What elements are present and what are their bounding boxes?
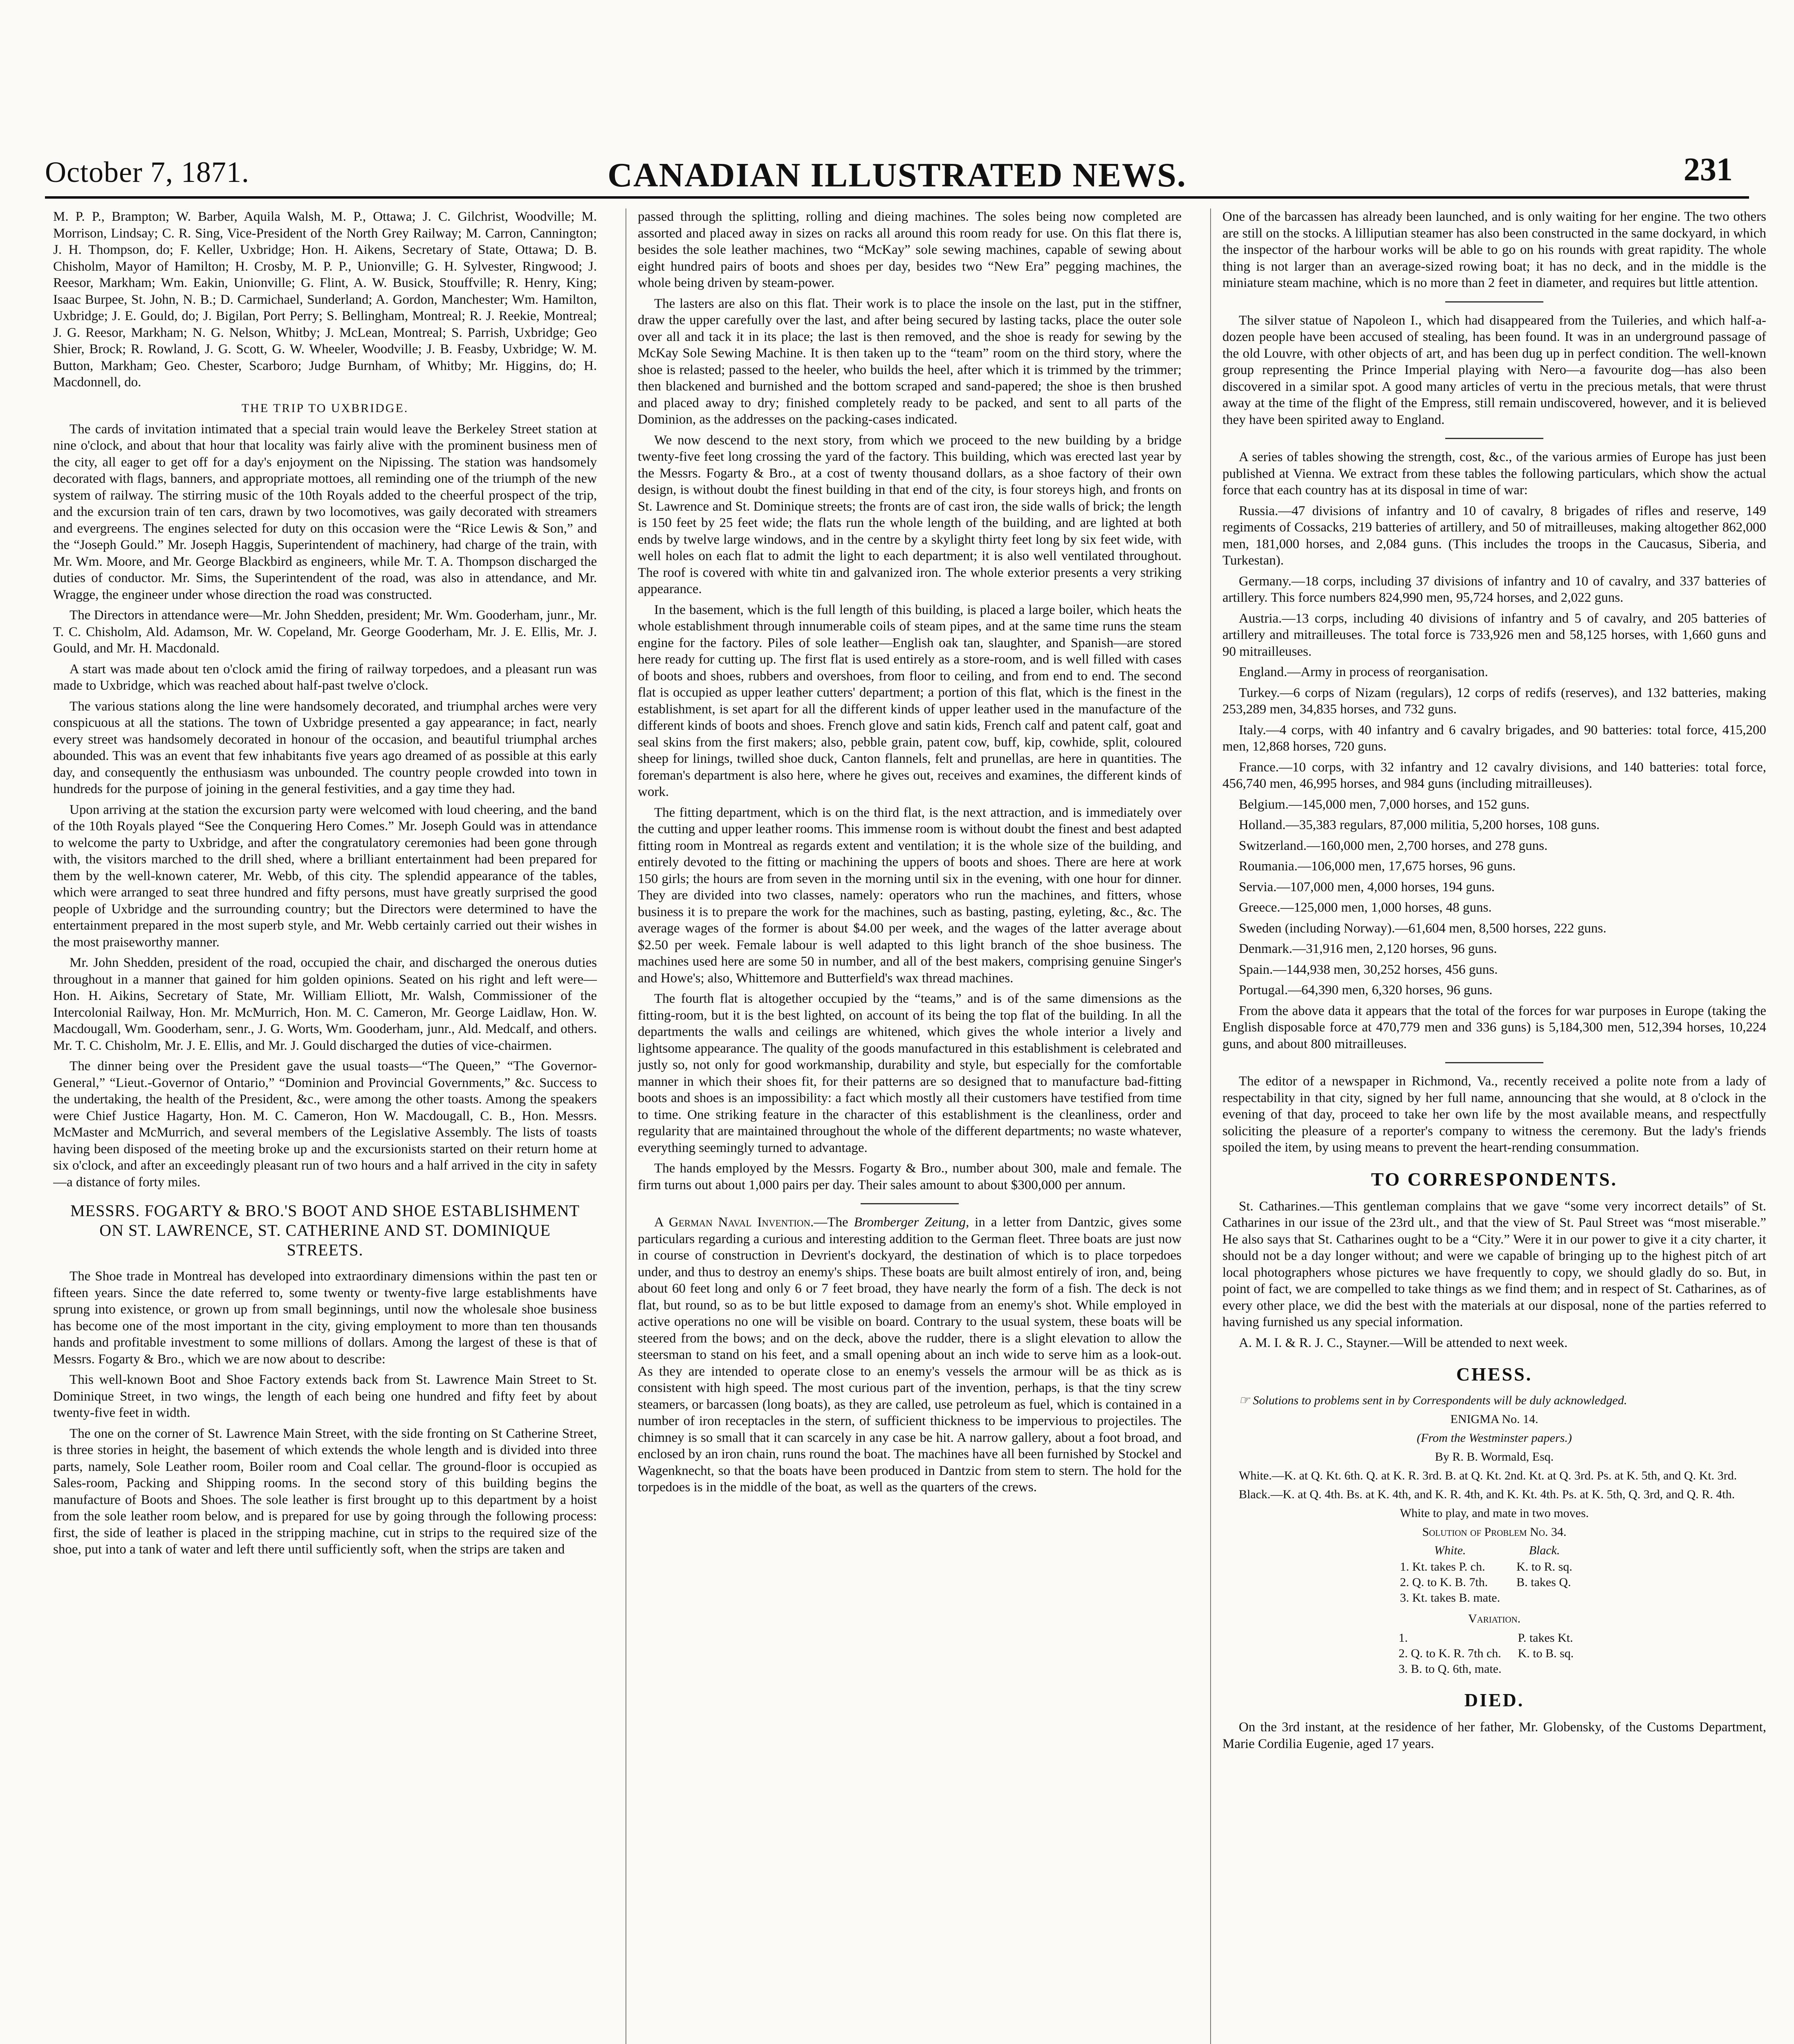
paragraph: passed through the splitting, rolling and dieing machines. The soles being now completed are assorted and placed away in sizes on racks all around this room ready for use. On this flat there is, besides the sole leather machines, two “McKay” sole sewing machines, capable of sewing about eight hundred pairs of boots and shoes per day, besides two “New Era” pegging machines, the whole being driven by steam-power.: [638, 209, 1182, 290]
column-header: White.: [1434, 1544, 1466, 1557]
white-position: White.—K. at Q. Kt. 6th. Q. at K. R. 3rd. B. at Q. Kt. 2nd. Kt. at Q. 3rd. Ps. at K. 5th, and Q. Kt. 3rd.: [1239, 1469, 1737, 1482]
section-heading: CHESS.: [1456, 1364, 1533, 1385]
section-heading: TO CORRESPONDENTS.: [1371, 1168, 1618, 1190]
paragraph: The hands employed by the Messrs. Fogarty & Bro., number about 300, male and female. The firm turns out about 1,000 pairs per day. Their sales amount to about $300,000 per annum.: [638, 1161, 1182, 1192]
army-entry: Italy.—4 corps, with 40 infantry and 6 cavalry brigades, and 90 batteries: total force, 415,200 men, 12,868 horses, 720 guns.: [1222, 722, 1766, 754]
paragraph: From the above data it appears that the total of the forces for war purposes in Europe (taking the English disposable force at 470,779 men and 336 guns) is 5,184,300 men, 512,394 horses, 10,224 guns, and about 800 mitrailleuses.: [1222, 1003, 1766, 1051]
move-white: 2. Q. to K. B. 7th.: [1400, 1576, 1488, 1589]
enigma-author: By R. B. Wormald, Esq.: [1435, 1450, 1554, 1464]
paragraph: The one on the corner of St. Lawrence Main Street, with the side fronting on St Catherine Street, is three stories in height, the basement of which extends the whole length and is divided into three parts, namely, Sole Leather room, Boiler room and Coal cellar. The ground-floor is occupied as Sales-room, Packing and Shipping rooms. In the second story of this building begins the manufacture of Boots and Shoes. The sole leather is first brought up to this department by a hoist from the sole leather room below, and is prepared for use by going through the following process: first, the side of leather is placed in the stripping machine, cut in strips to the required size of the shoe, put into a tank of water and left there until sufficiently soft, when the strips are taken and: [53, 1426, 597, 1557]
army-entry: Russia.—47 divisions of infantry and 10 of cavalry, 8 brigades of rifles and reserve, 149 regiments of Cossacks, 219 batteries of artillery, and 50 of mitrailleuses, making altogether 862,000 men, 181,000 horses, and 2,084 guns. (This includes the troops in the Caucasus, Siberia, and Turkestan).: [1222, 503, 1766, 568]
masthead: [45, 152, 1749, 200]
article-lead: A German Naval Invention.: [654, 1215, 814, 1230]
correspondent-note: St. Catharines.—This gentleman complains that we gave “some very incorrect details” of St. Catharines in our issue of the 23rd ult., and that the view of St. Paul Street was “most miserable.” He also says that St. Catharines ought to be a “City.” Were it in our power to give it a city charter, it should not be a day longer without; and were we capable of bringing up to the highest pitch of art local photographers whose pictures we have frequently to copy, we should gladly do so. But, in point of fact, we are compelled to take things as we find them; and in respect of St. Catharines, as of every other place, we did the best with the materials at our disposal, none of the parties referred to having furnished us any special information.: [1222, 1199, 1766, 1329]
correspondent-note: A. M. I. & R. J. C., Stayner.—Will be attended to next week.: [1239, 1335, 1568, 1350]
army-entry: Austria.—13 corps, including 40 divisions of infantry and 5 of cavalry, and 205 batteries of artillery and mitrailleuses. The total force is 733,926 men and 58,125 horses, with 1,660 guns and 90 mitrailleuses.: [1222, 611, 1766, 659]
source-name: Bromberger Zeitung,: [854, 1215, 969, 1230]
army-entry: Greece.—125,000 men, 1,000 horses, 48 guns.: [1239, 900, 1492, 915]
chess-note: ☞ Solutions to problems sent in by Correspondents will be duly acknowledged.: [1239, 1394, 1627, 1407]
paragraph: The dinner being over the President gave the usual toasts—“The Queen,” “The Governor-General,” “Lieut.-Governor of Ontario,” “Dominion and Provincial Governments,” &c. Success to the undertaking, the health of the President, &c., were among the other toasts. Among the speakers were Chief Justice Hagarty, Hon. M. C. Cameron, Hon W. Macdougall, C. B., Hon. Messrs. McMaster and McMurrich, and several members of the Legislative Assembly. The lists of toasts having been disposed of the meeting broke up and the excursionists started on their return home at six o'clock, and after an exceedingly pleasant run of two hours and a half arrived in the city in safety—a distance of forty miles.: [53, 1059, 597, 1190]
army-entry: Portugal.—64,390 men, 6,320 horses, 96 guns.: [1239, 983, 1493, 997]
move-black: K. to B. sq.: [1518, 1647, 1574, 1660]
section-heading: DIED.: [1464, 1690, 1525, 1710]
table-row: [1400, 1590, 1589, 1606]
enigma-source: (From the Westminster papers.): [1417, 1431, 1572, 1445]
move-black: [1518, 1661, 1590, 1677]
move-black: K. to R. sq.: [1516, 1560, 1572, 1573]
table-row: [1399, 1661, 1590, 1677]
army-entry: Sweden (including Norway).—61,604 men, 8,500 horses, 222 guns.: [1239, 921, 1607, 936]
paragraph: The lasters are also on this flat. Their work is to place the insole on the last, put in the stiffner, draw the upper carefully over the last, and after being secured by lasting tacks, place the outer sole over all and tack it in its place; the last is then removed, and the shoe is ready for sewing by the McKay Sole Sewing Machine. It is then taken up to the “team” room on the third story, where the shoe is relasted; passed to the heeler, who builds the heel, after which it is trimmed by the trimmer; then blackened and burnished and the bottom scraped and sand-papered; the shoe is then brushed and placed away to dry; finished completely ready to be packed, and sent to all parts of the Dominion, as the addresses on the packing-cases indicated.: [638, 296, 1182, 427]
solution-table: [1400, 1544, 1589, 1606]
table-row: [1400, 1559, 1589, 1575]
move-black: [1516, 1590, 1589, 1606]
army-entry: France.—10 corps, with 32 infantry and 12 cavalry divisions, and 140 batteries: total force, 456,740 men, 46,995 horses, and 984 guns (including mitrailleuses).: [1222, 760, 1766, 791]
solution-heading: Solution of Problem No. 34.: [1422, 1525, 1567, 1539]
column-header: Black.: [1529, 1544, 1560, 1557]
paragraph: A start was made about ten o'clock amid the firing of railway torpedoes, and a pleasant run was made to Uxbridge, which was reached about half-past twelve o'clock.: [53, 661, 597, 693]
divider: [1445, 301, 1543, 303]
move-white: 1.: [1398, 1631, 1408, 1645]
column-1: [53, 208, 597, 2044]
header-rule: [45, 196, 1749, 199]
paragraph: One of the barcassen has already been launched, and is only waiting for her engine. The two others are still on the stocks. A lilliputian steamer has also been constructed in the same dockyard, in which the inspector of the harbour works will be able to go on his rounds with great rapidity. The whole thing is not larger than an average-sized rowing boat; it has no deck, and in the middle is the miniature steam machine, which is no more than 2 feet in diameter, and requires but little attention.: [1222, 209, 1766, 290]
page-number: 231: [1684, 152, 1733, 188]
army-entry: Turkey.—6 corps of Nizam (regulars), 12 corps of redifs (reserves), and 132 batteries, making 253,289 men, 34,835 horses, and 732 guns.: [1222, 685, 1766, 717]
naval-article: A German Naval Invention.—The Bromberger Zeitung, in a letter from Dantzic, gives some particulars regarding a curious and interesting addition to the German fleet. Three boats are just now in course of construction in Devrient's dockyard, the destination of which is to place torpedoes under, and thus to destroy an enemy's ships. These boats are built almost entirely of iron, and, being about 60 feet long and only 6 or 7 feet broad, they have nearly the form of a fish. The deck is not flat, but round, so as to be but little exposed to damage from an enemy's shot. While employed in active operations no one will be visible on board. Contrary to the usual system, these boats will be steered from the bows; and on the deck, above the rudder, there is a slight elevation to allow the steersman to stand on his feet, and a small opening about an inch wide to serve him as a look-out. As they are intended to operate close to an enemy's vessels the armour will be as thick as is consistent with high speed. The most curious part of the invention, perhaps, is that the tiny screw steamers, or barcassen (long boats), as they are called, use petroleum as fuel, which is contained in a number of iron receptacles in the stern, of sufficient thickness to be impervious to projectiles. The chimney is so small that it can scarcely in any case be hit. A narrow gallery, about a foot broad, and enclosed by an iron chain, runs round the boat. The machines have all been furnished by Stockel and Wagenknecht, so that the boats have been produced in Dantzic from stem to stern. The hold for the torpedoes is in the middle of the boat, as well as the quarters of the crews.: [638, 1215, 1182, 1495]
enigma-title: ENIGMA No. 14.: [1450, 1412, 1538, 1426]
paragraph: The Directors in attendance were—Mr. John Shedden, president; Mr. Wm. Gooderham, junr., Mr. T. C. Chisholm, Ald. Adamson, Mr. W. Copeland, Mr. George Gooderham, Mr. J. E. Ellis, Mr. J. Gould, and Mr. H. Macdonald.: [53, 608, 597, 656]
divider: [1445, 1062, 1543, 1063]
paragraph: The Shoe trade in Montreal has developed into extraordinary dimensions within the past ten or fifteen years. Since the date referred to, some twenty or twenty-five large establishments have sprung into existence, or grown up from small beginnings, until now the wholesale shoe business has become one of the most important in the city, giving employment to more than ten thousands hands and profitable investment to some millions of dollars. Among the largest of these is that of Messrs. Fogarty & Bro., which we are now about to describe:: [53, 1269, 597, 1367]
guest-list: M. P. P., Brampton; W. Barber, Aquila Walsh, M. P., Ottawa; J. C. Gilchrist, Woodville; M. Morrison, Lindsay; C. R. Sing, Vice-President of the North Grey Railway; M. Carron, Cannington; J. H. Thompson, do; F. Keller, Uxbridge; Hon. H. Aikens, Secretary of State, Ottawa; D. B. Chisholm, Mayor of Hamilton; H. Crosby, M. P. P., Unionville; G. H. Sylvester, Ringwood; J. Reesor, Markham; Wm. Eakin, Unionville; G. Flint, A. W. Busick, Stouffville; R. Henry, King; Isaac Burpee, St. John, N. B.; D. Carmichael, Sunderland; A. Gordon, Manchester; Wm. Hamilton, Uxbridge; J. E. Gould, do; J. Bigilan, Port Perry; S. Bellingham, Montreal; R. J. Reekie, Montreal; J. G. Reesor, Markham; N. G. Nelson, Whitby; J. McLean, Montreal; S. Parrish, Uxbridge; Geo Shier, Brock; R. Rowland, J. G. Scott, G. W. Wheeler, Woodville; J. B. Feasby, Uxbridge; W. M. Button, Markham; Geo. Chester, Scarboro; Judge Burnham, of Whitby; Mr. Higgins, do; H. Macdonnell, do.: [53, 209, 597, 390]
army-entry: Spain.—144,938 men, 30,252 horses, 456 guns.: [1239, 962, 1498, 977]
move-black: B. takes Q.: [1516, 1576, 1571, 1589]
newspaper-title: CANADIAN ILLUSTRATED NEWS.: [608, 156, 1186, 194]
army-entry: Denmark.—31,916 men, 2,120 horses, 96 guns.: [1239, 941, 1497, 956]
paragraph: The various stations along the line were handsomely decorated, and triumphal arches were very conspicuous at all the stations. The town of Uxbridge presented a gay appearance; in fact, nearly every street was handsomely decorated in honour of the occasion, and beautiful triumphal arches abounded. This was an event that few inhabitants five years ago dreamed of as possible at this early day, and consequently the enthusiasm was unbounded. The country people crowded into town in hundreds for the purpose of joining in the general festivities, and a gay time they had.: [53, 699, 597, 796]
obituary: On the 3rd instant, at the residence of her father, Mr. Globensky, of the Customs Department, Marie Cordilia Eugenie, aged 17 years.: [1222, 1720, 1766, 1751]
column-3: [1222, 208, 1766, 2044]
issue-date: October 7, 1871.: [45, 156, 249, 188]
paragraph: In the basement, which is the full length of this building, is placed a large boiler, which heats the whole establishment through innumerable coils of steam pipes, and at the same time runs the steam engine for the factory. Piles of sole leather—English oak tan, slaughter, and Spanish—are stored here ready for cutting up. The first flat is used entirely as a store-room, and is well filled with cases of boots and shoes, rubbers and overshoes, from floor to ceiling, and from end to end. The second flat is occupied as upper leather cutters' department; a portion of this flat, which is the finest in the establishment, is set apart for all the different kinds of upper leather used in the manufacture of the different kinds of boots and shoes. French glove and satin kids, French calf and patent calf, goat and seal skins from the first makers; also, pebble grain, patent cow, buff, kip, cowhide, split, coloured sheep for linings, twilled shoe duck, Canton flannels, felt and prunellas, are here in quantities. The foreman's department is also here, where he gives out, receives and examines, the different kinds of work.: [638, 602, 1182, 799]
variation-heading: Variation.: [1468, 1612, 1521, 1625]
army-entry: Holland.—35,383 regulars, 87,000 militia, 5,200 horses, 108 guns.: [1239, 818, 1600, 832]
army-entry: Servia.—107,000 men, 4,000 horses, 194 guns.: [1239, 879, 1495, 894]
paragraph: This well-known Boot and Shoe Factory extends back from St. Lawrence Main Street to St. Dominique Street, in two wings, the length of each being one hundred and fifty feet by about twenty-five feet in width.: [53, 1372, 597, 1420]
move-white: 1. Kt. takes P. ch.: [1400, 1560, 1485, 1573]
section-heading: THE TRIP TO UXBRIDGE.: [241, 401, 409, 415]
variation-table: [1399, 1630, 1590, 1677]
paragraph: The editor of a newspaper in Richmond, Va., recently received a polite note from a lady of respectability in that city, signed by her full name, announcing that she would, at 8 o'clock in the evening of that day, proceed to take her own life by the most available means, and respectfully soliciting the pleasure of a reporter's company to witness the ceremony. But the lady's friends spoiled the item, by using means to prevent the heart-rending consummation.: [1222, 1074, 1766, 1155]
army-entry: Switzerland.—160,000 men, 2,700 horses, and 278 guns.: [1239, 838, 1548, 853]
paragraph: Upon arriving at the station the excursion party were welcomed with loud cheering, and the band of the 10th Royals played “See the Conquering Hero Comes.” Mr. Joseph Gould was in attendance to welcome the party to Uxbridge, and after the congratulatory ceremonies had been gone through with, the visitors marched to the drill shed, where a brilliant entertainment had been prepared for them by the well-known caterer, Mr. Webb, of this city. The splendid appearance of the tables, which were arranged to seat three hundred and fifty persons, must have greatly surprised the good people of Uxbridge and the surrounding country; but the Directors were determined to have the entertainment prepared in the most superb style, and Mr. Webb certainly carried out their wishes in the most praiseworthy manner.: [53, 802, 597, 950]
army-entry: England.—Army in process of reorganisation.: [1239, 665, 1488, 679]
divider: [1445, 438, 1543, 439]
paragraph: The silver statue of Napoleon I., which had disappeared from the Tuileries, and which half-a-dozen people have been accused of stealing, has been found. It was in an underground passage of the old Louvre, with other objects of art, and has been dug up in perfect condition. The well-known group representing the Prince Imperial playing with Nero—a favourite dog—has also been discovered in a similar spot. A good many articles of vertu in the precious metals, that were thrust away at the time of the flight of the Empress, still remain undiscovered, however, and it is believed they have been spirited away to England.: [1222, 313, 1766, 427]
army-entry: Roumania.—106,000 men, 17,675 horses, 96 guns.: [1239, 859, 1516, 874]
paragraph: The cards of invitation intimated that a special train would leave the Berkeley Street station at nine o'clock, and about that hour that locality was fairly alive with the prominent business men of the city, all eager to get off for a day's enjoyment on the Nipissing. The station was handsomely decorated with flags, banners, and appropriate mottoes, all reminding one of the triumph of the new system of railway. The stirring music of the 10th Royals added to the cheerful prospect of the trip, and the excursion train of ten cars, drawn by two locomotives, was gaily decorated with streamers and evergreens. The engines selected for duty on this occasion were the “Rice Lewis & Son,” and the “Joseph Gould.” Mr. Joseph Haggis, Superintendent of machinery, had charge of the train, with Mr. Wm. Moore, and Mr. George Blackbird as engineers, while Mr. T. A. Thompson discharged the duties of conductor. Mr. Sims, the Superintendent of the road, was also in attendance, and Mr. Wragge, the engineer under whose direction the road was constructed.: [53, 421, 597, 602]
paragraph: We now descend to the next story, from which we proceed to the new building by a bridge twenty-five feet long crossing the yard of the factory. This building, which was erected last year by the Messrs. Fogarty & Bro., at a cost of twenty thousand dollars, as a shoe factory of their own design, is without doubt the finest building in that end of the city, is four storeys high, and fronts on St. Lawrence and St. Dominique streets; the fronts are of cast iron, the side walls of brick; the length is 150 feet by 25 feet wide; the flats run the whole length of the building, and are lighted at both ends by twelve large windows, and in the centre by a skylight thirty feet long by six feet wide, with well holes on each flat to admit the light to each department; it is also well ventilated throughout. The roof is covered with white tin and galvanized iron. The whole exterior presents a very striking appearance.: [638, 433, 1182, 596]
table-row: [1399, 1646, 1590, 1661]
article-heading: MESSRS. FOGARTY & BRO.'S BOOT AND SHOE ESTABLISHMENT ON ST. LAWRENCE, ST. CATHERINE AND ST. DOMINIQUE STREETS.: [70, 1201, 580, 1259]
black-position: Black.—K. at Q. 4th. Bs. at K. 4th, and K. R. 4th, and K. Kt. 4th. Ps. at K. 5th, Q. 3rd, and Q. R. 4th.: [1239, 1488, 1735, 1501]
move-white: 3. Kt. takes B. mate.: [1400, 1591, 1500, 1605]
paragraph: A series of tables showing the strength, cost, &c., of the various armies of Europe has just been published at Vienna. We extract from these tables the following particulars, which show the actual force that each country has at its disposal in time of war:: [1222, 450, 1766, 498]
move-white: 2. Q. to K. R. 7th ch.: [1398, 1647, 1501, 1660]
army-entry: Germany.—18 corps, including 37 divisions of infantry and 10 of cavalry, and 337 batteries of artillery. This force numbers 824,990 men, 95,724 horses, and 2,022 guns.: [1222, 574, 1766, 605]
move-white: 3. B. to Q. 6th, mate.: [1398, 1662, 1502, 1676]
paragraph: Mr. John Shedden, president of the road, occupied the chair, and discharged the onerous duties throughout in a manner that gained for him golden opinions. Seated on his right and left were—Hon. H. Aikins, Secretary of State, Mr. William Elliott, Mr. Walsh, Commissioner of the Intercolonial Railway, Hon. Mr. McMurrich, Hon. M. C. Cameron, Mr. George Laidlaw, Hon. W. Macdougall, Wm. Gooderham, senr., J. G. Worts, Wm. Gooderham, junr., Ald. Medcalf, and others. Mr. T. C. Chisholm, Mr. J. E. Ellis, and Mr. J. Gould discharged the duties of vice-chairmen.: [53, 955, 597, 1053]
chess-instruction: White to play, and mate in two moves.: [1399, 1506, 1589, 1520]
table-row: [1400, 1575, 1589, 1590]
column-divider: [1210, 208, 1211, 2044]
paragraph: The fitting department, which is on the third flat, is the next attraction, and is immediately over the cutting and upper leather rooms. This immense room is without doubt the finest and best adapted fitting room in Montreal as regards extent and ventilation; it is the whole size of the building, and entirely devoted to the fitting or machining the uppers of boots and shoes. There are here at work 150 girls; the hours are from seven in the morning until six in the evening, with one hour for dinner. They are divided into two classes, namely: operators who run the machines, and fitters, whose business it is to prepare the work for the machines, such as basting, pasting, eyleting, &c., &c. The average wages of the former is about $4.00 per week, and the wages of the latter average about $2.50 per week. Female labour is well adapted to this light branch of the shoe business. The machines used here are some 50 in number, and all of the best makers, comprising genuine Singer's and Howe's; also, Whittemore and Butterfield's wax thread machines.: [638, 805, 1182, 986]
article-body: in a letter from Dantzic, gives some particulars regarding a curious and interesting addition to the German fleet. Three boats are just now in course of construction in Devrient's dockyard, the destination of which is to place torpedoes under, and thus to destroy an enemy's ships. These boats are built almost entirely of iron, and, being about 60 feet long and only 6 or 7 feet broad, they have nearly the form of a fish. The deck is not flat, but round, so as to be but little exposed to damage from an enemy's shot. While employed in active operations no one will be visible on board. Contrary to the usual system, these boats will be steered from the bows; and on the deck, above the rudder, there is a slight elevation to allow the steersman to stand on his feet, and a small opening about an inch wide to serve him as a look-out. As they are intended to operate close to an enemy's vessels the armour will be as thick as is consistent with high speed. The most curious part of the invention, perhaps, is that the tiny screw steamers, or barcassen (long boats), as they are called, use petroleum as fuel, which is contained in a number of iron receptacles in the stern, of sufficient thickness to be impervious to projectiles. The chimney is so small that it can scarcely in any case be hit. A narrow gallery, about a foot broad, and enclosed by an iron chain, runs round the boat. The machines have all been furnished by Stockel and Wagenknecht, so that the boats have been produced in Dantzic from stem to stern. The hold for the torpedoes is in the middle of the boat, as well as the quarters of the crews.: [638, 1215, 1182, 1495]
table-row: [1399, 1630, 1590, 1646]
divider: [861, 1203, 959, 1204]
army-entry: Belgium.—145,000 men, 7,000 horses, and 152 guns.: [1239, 797, 1530, 812]
move-black: P. takes Kt.: [1518, 1631, 1573, 1645]
column-2: [638, 208, 1182, 2044]
paragraph: The fourth flat is altogether occupied by the “teams,” and is of the same dimensions as the fitting-room, but it is the best lighted, on account of its being the top flat of the building. In all the departments the walls and ceilings are whitened, which gives the whole interior a lively and lightsome appearance. The quality of the goods manufactured in this establishment is celebrated and justly so, not only for good workmanship, durability and style, but especially for the comfortable manner in which their shoes fit, for their patterns are so designed that to manufacture bad-fitting boots and shoes is an impossibility: a fact which mostly all their customers have testified from time to time. One striking feature in the character of this establishment is the cleanliness, order and regularity that are maintained throughout the whole of the different departments; no waste whatever, everything seemingly turned to advantage.: [638, 991, 1182, 1155]
